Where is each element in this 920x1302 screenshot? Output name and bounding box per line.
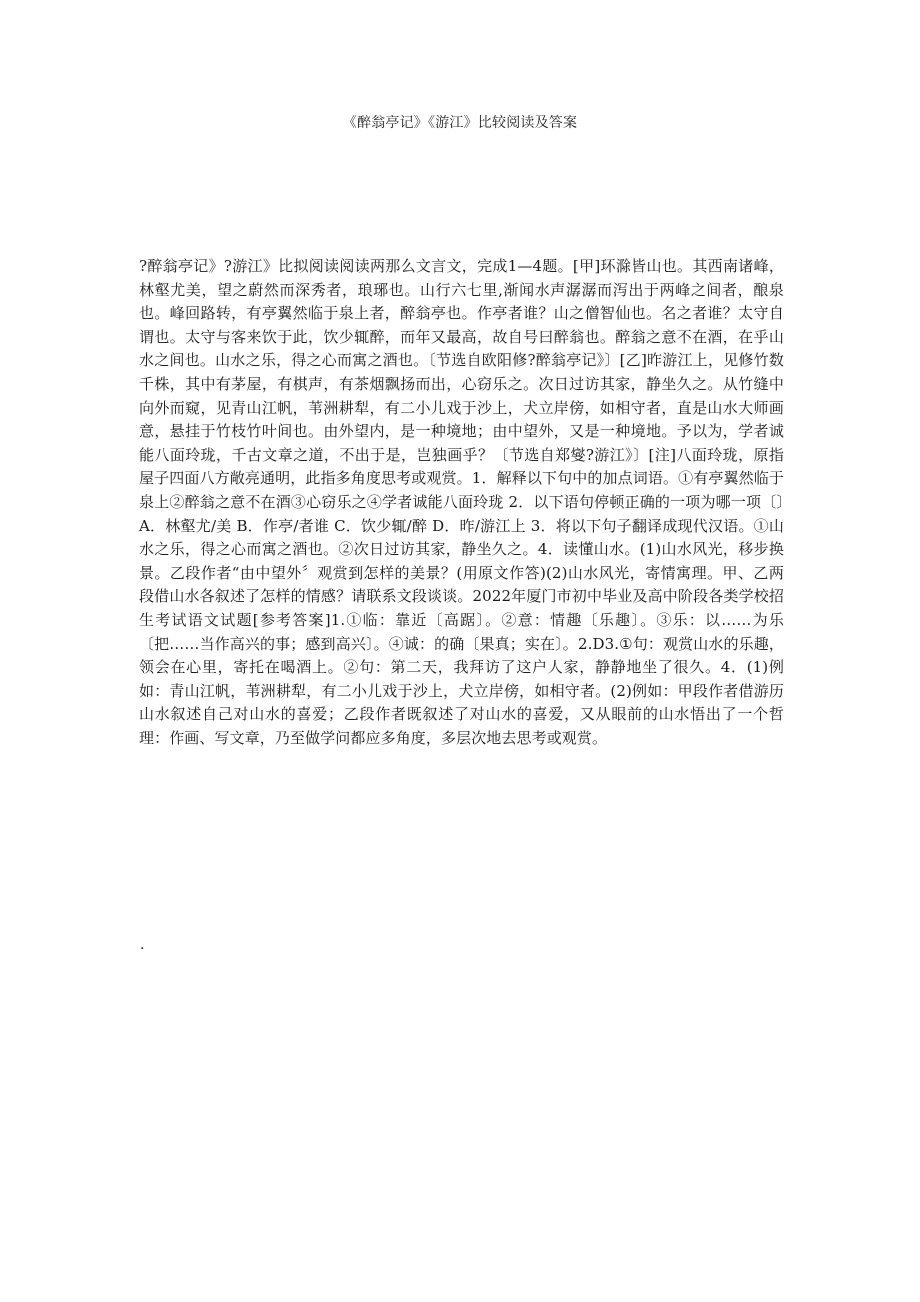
body-paragraph: ?醉翁亭记》?游江》比拟阅读阅读两那么文言文，完成1—4题。[甲]环滁皆山也。其西南诸峰，林壑尤美，望之蔚然而深秀者，琅琊也。山行六七里,渐闻水声潺潺而泻出于两峰之间者，酿泉也。峰回路转，有亭翼然临于泉上者，醉翁亭也。作亭者谁？山之僧智仙也。名之者谁？太守自谓也。太守与客来饮于此，饮少辄醉，而年又最高，故自号曰醉翁也。醉翁之意不在酒，在乎山水之间也。山水之乐，得之心而寓之酒也。〔节选自欧阳修?醉翁亭记》〕[乙]昨游江上，见修竹数千株，其中有茅屋，有棋声，有茶烟飘扬而出，心窃乐之。次日过访其家，静坐久之。从竹缝中向外而窥，见青山江帆，苇洲耕犁，有二小儿戏于沙上，犬立岸傍，如相守者，直是山水大师画意，悬挂于竹枝竹叶间也。由外望内，是一种境地；由中望外，又是一种境地。予以为，学者诚能八面玲珑，千古文章之道，不出于是，岂独画乎？〔节选自郑燮?游江》〕[注]八面玲珑，原指屋子四面八方敞亮通明，此指多角度思考或观赏。1．解释以下句中的加点词语。①有亭翼然临于泉上②醉翁之意不在酒③心窃乐之④学者诚能八面玲珑 2．以下语句停顿正确的一项为哪一项〔〕A．林壑尤/美 B．作亭/者谁 C．饮少辄/醉 D．昨/游江上 3．将以下句子翻译成现代汉语。①山水之乐，得之心而寓之酒也。②次日过访其家，静坐久之。4．读懂山水。(1)山水风光，移步换景。乙段作者“由中望外〞观赏到怎样的美景？(用原文作答)(2)山水风光，寄情寓理。甲、乙两段借山水各叙述了怎样的情感？请联系文段谈谈。2022年厦门市初中毕业及高中阶段各类学校招生考试语文试题[参考答案]1.①临：靠近〔高踞〕。②意：情趣〔乐趣〕。③乐：以……为乐〔把……当作高兴的事；感到高兴〕。④诚：的确〔果真；实在〕。2.D3.①句：观赏山水的乐趣，领会在心里，寄托在喝酒上。②句：第二天，我拜访了这户人家，静静地坐了很久。4．(1)例如：青山江帆，苇洲耕犁，有二小儿戏于沙上，犬立岸傍，如相守者。(2)例如：甲段作者借游历山水叙述自己对山水的喜爱；乙段作者既叙述了对山水的喜爱，又从眼前的山水悟出了一个哲理：作画、写文章，乃至做学问都应多角度，多层次地去思考或观赏。 — [139, 257, 784, 747]
document-body — [139, 255, 784, 750]
footer-mark: . — [140, 937, 145, 953]
document-title: 《醉翁亭记》《游江》比较阅读及答案 — [342, 115, 578, 131]
